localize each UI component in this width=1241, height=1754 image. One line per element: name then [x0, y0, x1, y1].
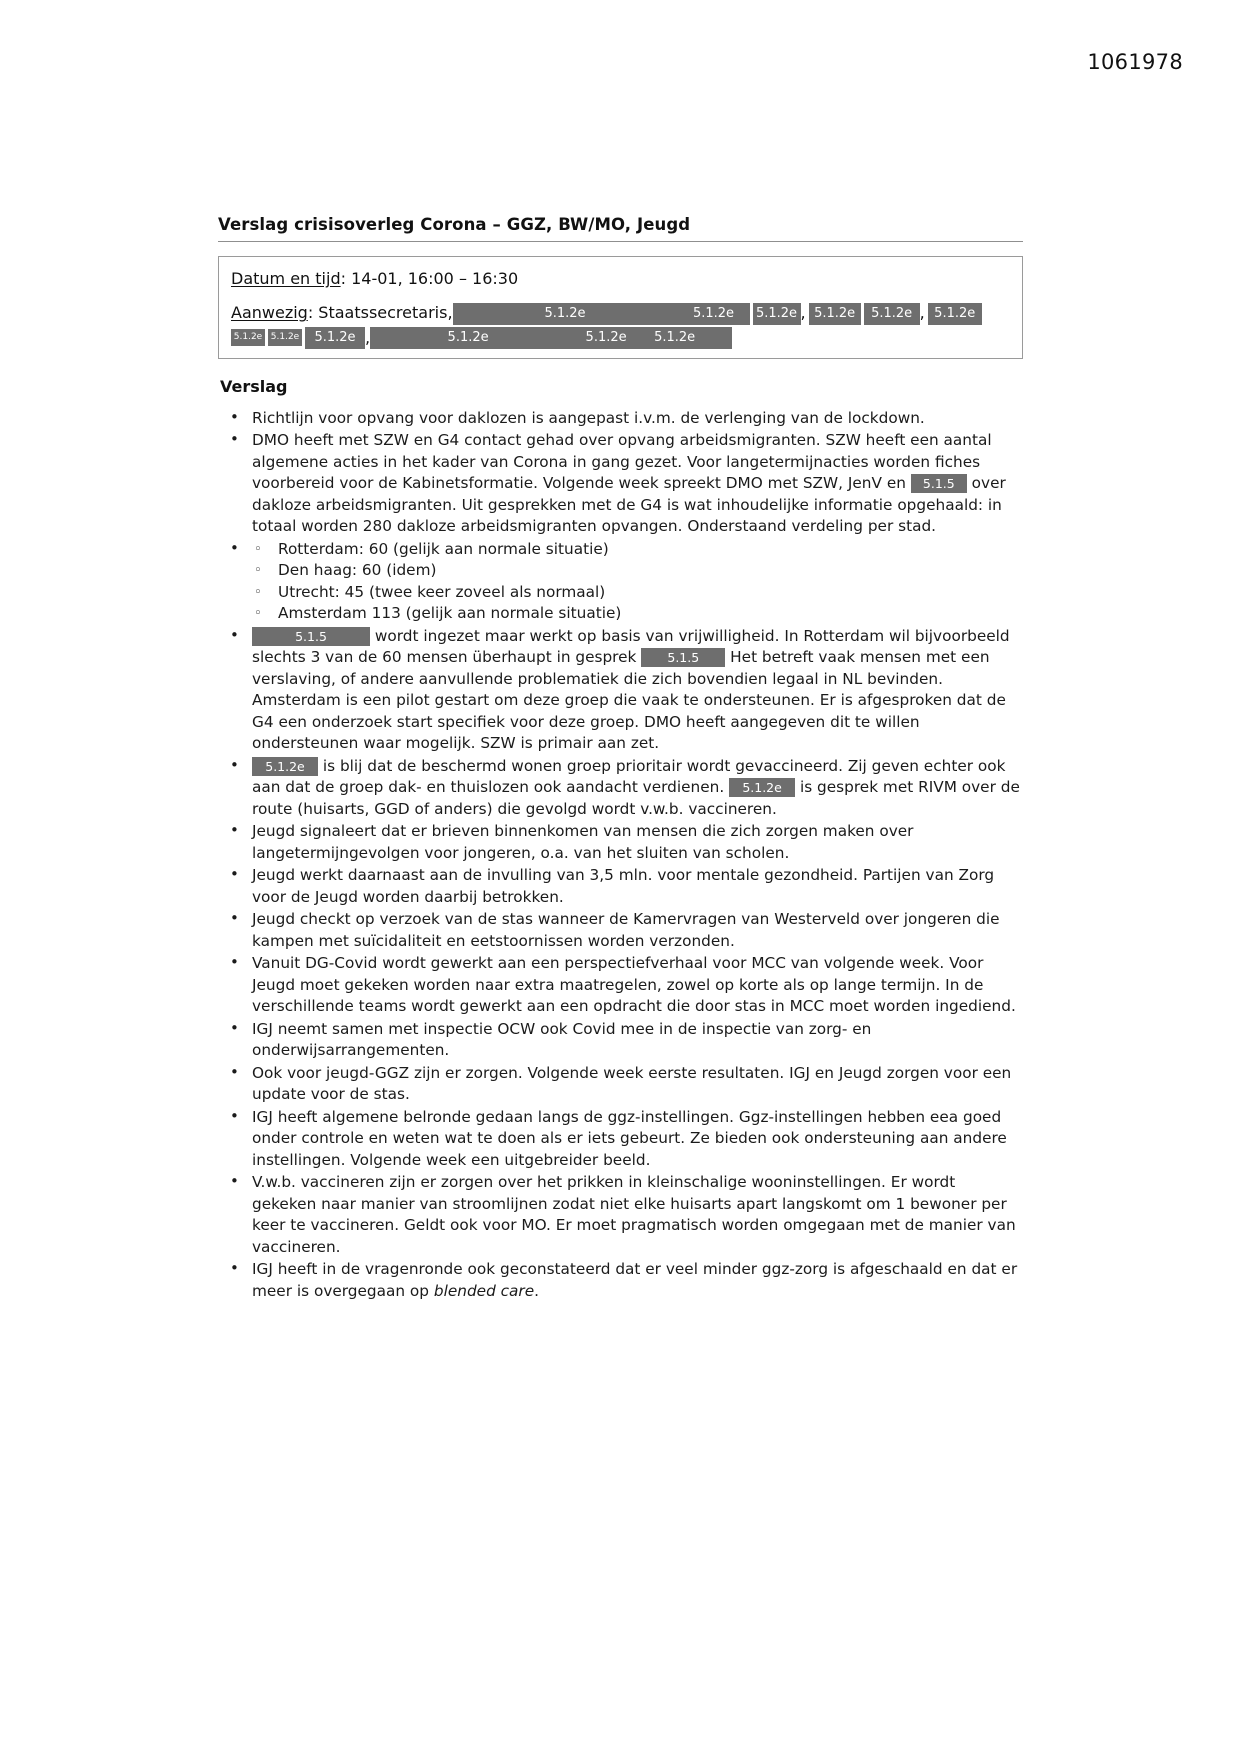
aanwezig-label: Aanwezig — [231, 303, 308, 322]
bullet-text-part: DMO heeft met SZW en G4 contact gehad over opvang arbeidsmigranten. SZW heeft een aantal algemene acties in het kader van Corona in gang gezet. Voor langetermijnacties worden fiches voorbereid voor de Kabinetsformatie. Volgende week spreekt DMO met SZW, JenV en — [252, 431, 992, 492]
list-item: ◦ Utrecht: 45 (twee keer zoveel als normaal) — [218, 582, 1023, 604]
verslag-bullet-list — [218, 408, 1023, 1303]
redaction-block: 5.1.2e — [305, 327, 365, 349]
redaction-block: 5.1.2e — [453, 303, 678, 325]
bullet-text-part: is gesprek met RIVM over de route (huisarts, GGD of anders) die gevolgd wordt v.w.b. vaccineren. — [252, 778, 1020, 818]
redaction-block: 5.1.2e — [809, 303, 861, 325]
redaction-block: 5.1.2e — [729, 778, 795, 797]
redaction-block: 5.1.2e — [678, 303, 750, 325]
list-item: • Jeugd checkt op verzoek van de stas wanneer de Kamervragen van Westerveld over jongeren die kampen met suïcidaliteit en eetstoornissen worden verzonden. — [218, 909, 1023, 952]
list-item: • Jeugd signaleert dat er brieven binnenkomen van mensen die zich zorgen maken over langetermijngevolgen voor jongeren, o.a. van het sluiten van scholen. — [218, 821, 1023, 864]
attendees-line-continued — [231, 327, 1010, 349]
comma-separator: , — [365, 327, 371, 347]
datum-label: Datum en tijd — [231, 269, 341, 288]
list-item — [218, 756, 1023, 821]
list-item: ◦ • Rotterdam: 60 (gelijk aan normale situatie) — [218, 539, 1023, 561]
redaction-block: 5.1.2e — [370, 327, 566, 349]
list-item: • V.w.b. vaccineren zijn er zorgen over het prikken in kleinschalige wooninstellingen. Er wordt gekeken naar manier van stroomlijnen zodat niet elke huisarts apart langskomt om 1 bewoner per keer te vaccineren. Geldt ook voor MO. Er moet pragmatisch worden omgegaan met de manier van vaccineren. — [218, 1172, 1023, 1258]
redaction-block: 5.1.2e — [231, 329, 265, 346]
bullet-text-part: is blij dat de beschermd wonen groep prioritair wordt gevaccineerd. Zij geven echter ook aan dat de groep dak- en thuislozen ook aandacht verdienen. — [252, 756, 1006, 796]
comma-separator: , — [800, 303, 806, 322]
bullet-text-part: wordt ingezet maar werkt op basis van vrijwilligheid. In Rotterdam wil bijvoorbeeld slechts 3 van de 60 mensen überhaupt in gesprek — [252, 626, 1010, 666]
redaction-block: 5.1.5 — [911, 474, 967, 493]
redaction-block: 5.1.2e — [252, 757, 318, 776]
redaction-block: 5.1.2e — [928, 303, 982, 325]
list-item: • Richtlijn voor opvang voor daklozen is aangepast i.v.m. de verlenging van de lockdown. — [218, 408, 1023, 430]
meeting-datetime-line — [231, 268, 1010, 290]
list-item: • Jeugd werkt daarnaast aan de invulling van 3,5 mln. voor mentale gezondheid. Partijen van Zorg voor de Jeugd worden daarbij betrokken. — [218, 865, 1023, 908]
redaction-block: 5.1.2e — [268, 329, 302, 346]
list-item: ◦ Den haag: 60 (idem) — [218, 560, 1023, 582]
aanwezig-value: : Staatssecretaris, — [307, 303, 453, 322]
list-item: • IGJ neemt samen met inspectie OCW ook Covid mee in de inspectie van zorg- en onderwijsarrangementen. — [218, 1019, 1023, 1062]
list-item: • Ook voor jeugd-GGZ zijn er zorgen. Volgende week eerste resultaten. IGJ en Jeugd zorgen voor een update voor de stas. — [218, 1063, 1023, 1106]
bullet-text-part: over dakloze arbeidsmigranten. Uit gesprekken met de G4 is wat inhoudelijke informatie opgehaald: in totaal worden 280 dakloze arbeidsmigranten opvangen. Onderstaand verdeling per stad. — [252, 474, 1006, 535]
meta-info-box — [218, 256, 1023, 359]
attendees-line — [231, 302, 1010, 325]
document-content — [218, 215, 1023, 1303]
list-item: • IGJ heeft algemene belronde gedaan langs de ggz-instellingen. Ggz-instellingen hebben eea goed onder controle en weten wat te doen als er iets gebeurt. Ze bieden ook ondersteuning aan andere instellingen. Volgende week een uitgebreider beeld. — [218, 1107, 1023, 1172]
redaction-block: 5.1.5 — [641, 648, 725, 667]
list-item — [218, 626, 1023, 755]
redaction-block: 5.1.2e — [646, 327, 732, 349]
city-distribution-list — [218, 539, 1023, 625]
redaction-block: 5.1.2e — [864, 303, 920, 325]
page-title: Verslag crisisoverleg Corona – GGZ, BW/MO, Jeugd — [218, 215, 1023, 242]
redaction-block: 5.1.5 — [252, 627, 370, 646]
bullet-text-part: . — [534, 1281, 540, 1300]
list-item: • Vanuit DG-Covid wordt gewerkt aan een perspectiefverhaal voor MCC van volgende week. Voor Jeugd moet gekeken worden naar extra maatregelen, zowel op korte als op lange termijn. In de verschillende teams wordt gewerkt aan een opdracht die door stas in MCC moet worden ingediend. — [218, 953, 1023, 1018]
italic-term: blended care — [433, 1281, 535, 1300]
list-item — [218, 1259, 1023, 1302]
list-item — [218, 430, 1023, 538]
comma-separator: , — [919, 303, 925, 322]
redaction-block: 5.1.2e — [566, 327, 646, 349]
redaction-block: 5.1.2e — [753, 303, 801, 325]
bullet-text-part: IGJ heeft in de vragenronde ook geconstateerd dat er veel minder ggz-zorg is afgeschaald en dat er meer is overgegaan op — [252, 1260, 1018, 1300]
datum-value: : 14-01, 16:00 – 16:30 — [340, 269, 519, 288]
list-item: ◦ Amsterdam 113 (gelijk aan normale situatie) — [218, 603, 1023, 625]
document-number: 1061978 — [1087, 50, 1183, 74]
bullet-text-part: Het betreft vaak mensen met een verslaving, of andere aanvullende problematiek die zich bovendien legaal in NL bevinden. Amsterdam is een pilot gestart om deze groep die vaak te ondersteunen. Er is afgesproken dat de G4 een onderzoek start specifiek voor deze groep. DMO heeft aangegeven dit te willen ondersteunen waar mogelijk. SZW is primair aan zet. — [252, 648, 1006, 752]
sub-list-wrapper — [218, 539, 1023, 625]
section-heading-verslag: Verslag — [220, 376, 288, 396]
